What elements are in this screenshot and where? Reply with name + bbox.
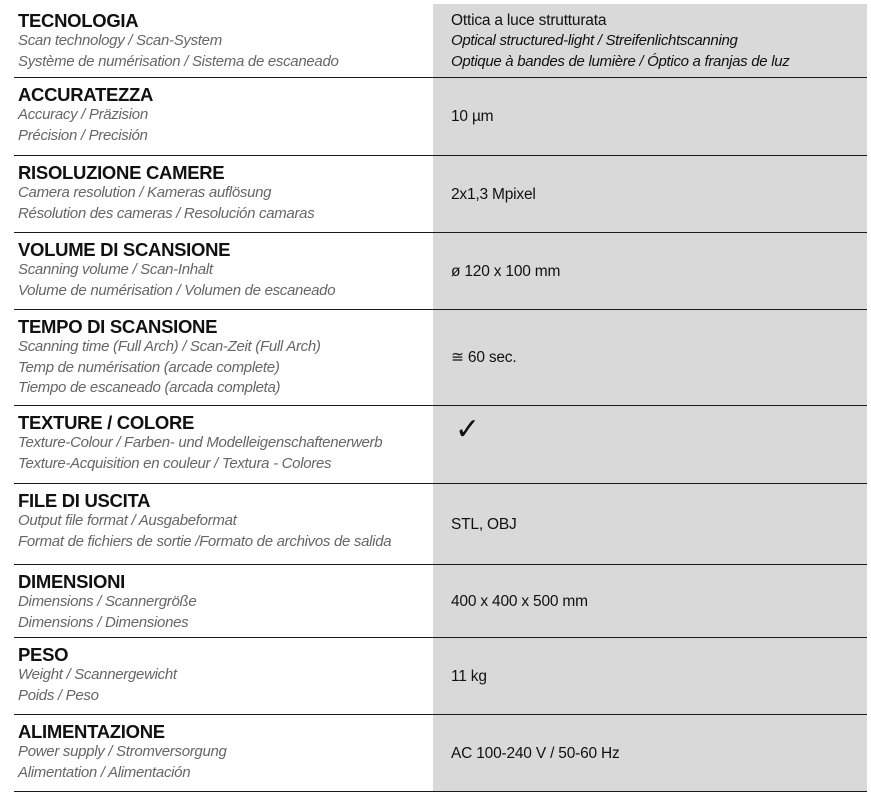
spec-value: 2x1,3 Mpixel [451, 185, 536, 203]
spec-value: 400 x 400 x 500 mm [451, 592, 588, 610]
spec-subtitle: Texture-Acquisition en couleur / Textura - Colores [18, 454, 332, 472]
spec-row-dimensions [14, 565, 867, 638]
spec-value-cell [433, 156, 867, 232]
spec-subtitle: Camera resolution / Kameras auflösung [18, 184, 272, 201]
spec-label-cell [14, 156, 433, 232]
spec-subtitle: Weight / Scannergewicht [18, 666, 177, 683]
spec-row-power-supply [14, 715, 867, 792]
spec-label-cell [14, 715, 433, 791]
spec-label-cell [14, 78, 433, 155]
spec-row-scanning-volume [14, 233, 867, 310]
spec-subtitle: Scanning time (Full Arch) / Scan-Zeit (Full Arch) [18, 338, 321, 355]
spec-value-cell [433, 233, 867, 309]
spec-subtitle: Dimensions / Scannergröße [18, 593, 197, 610]
spec-value-cell [433, 565, 867, 637]
spec-subtitle: Scan technology / Scan-System [18, 32, 222, 49]
spec-title: ACCURATEZZA [18, 84, 154, 105]
spec-subtitle: Tiempo de escaneado (arcada completa) [18, 379, 281, 396]
spec-value-cell [433, 406, 867, 483]
spec-value: 10 µm [451, 108, 494, 125]
spec-subtitle: Volume de numérisation / Volumen de escaneado [18, 281, 336, 299]
spec-title: DIMENSIONI [18, 571, 125, 592]
spec-subtitle: Précision / Precisión [18, 126, 148, 144]
spec-row-output-format [14, 484, 867, 565]
spec-row-texture-colour [14, 406, 867, 484]
spec-row-accuracy [14, 78, 867, 156]
spec-title: TECNOLOGIA [18, 10, 139, 31]
spec-subtitle: Alimentation / Alimentación [18, 763, 191, 781]
spec-row-technology [14, 4, 867, 78]
spec-title: FILE DI USCITA [18, 490, 151, 511]
spec-label-cell [14, 310, 433, 405]
spec-subtitle: Scanning volume / Scan-Inhalt [18, 261, 213, 278]
spec-value-cell [433, 78, 867, 155]
spec-label-cell [14, 565, 433, 637]
spec-value-subtitle: Optical structured-light / Streifenlichtscanning [451, 32, 738, 49]
spec-subtitle: Power supply / Stromversorgung [18, 743, 227, 760]
spec-title: TEMPO DI SCANSIONE [18, 316, 218, 337]
spec-title: RISOLUZIONE CAMERE [18, 162, 225, 183]
spec-label-cell [14, 638, 433, 714]
spec-subtitle: Système de numérisation / Sistema de escaneado [18, 52, 339, 70]
spec-label-cell [14, 406, 433, 483]
spec-row-scanning-time [14, 310, 867, 406]
spec-value-cell [433, 4, 867, 77]
spec-title: TEXTURE / COLORE [18, 412, 195, 433]
spec-subtitle: Poids / Peso [18, 686, 99, 704]
spec-label-cell [14, 233, 433, 309]
spec-subtitle: Format de fichiers de sortie /Formato de archivos de salida [18, 532, 392, 550]
spec-label-cell [14, 4, 433, 77]
checkmark-icon: ✓ [455, 412, 480, 446]
spec-value: ≅ 60 sec. [451, 349, 517, 366]
spec-subtitle: Output file format / Ausgabeformat [18, 512, 237, 529]
spec-title: ALIMENTAZIONE [18, 721, 165, 742]
spec-value-cell [433, 715, 867, 791]
spec-subtitle: Dimensions / Dimensiones [18, 613, 189, 631]
spec-subtitle: Temp de numérisation (arcade complete) [18, 358, 280, 376]
spec-value-cell [433, 638, 867, 714]
spec-subtitle: Texture-Colour / Farben- und Modelleigenschaftenerwerb [18, 434, 383, 451]
spec-value: 11 kg [451, 667, 487, 685]
spec-subtitle: Accuracy / Präzision [18, 106, 148, 123]
spec-row-weight [14, 638, 867, 715]
spec-value: Ottica a luce strutturata [451, 12, 607, 29]
spec-value: STL, OBJ [451, 515, 517, 533]
spec-value-cell [433, 484, 867, 564]
spec-title: PESO [18, 644, 69, 665]
spec-value-cell [433, 310, 867, 405]
spec-row-camera-resolution [14, 156, 867, 233]
spec-label-cell [14, 484, 433, 564]
spec-subtitle: Résolution des cameras / Resolución camaras [18, 204, 315, 222]
spec-value: ø 120 x 100 mm [451, 262, 561, 280]
spec-table [14, 4, 867, 792]
spec-value-subtitle: Optique à bandes de lumière / Óptico a franjas de luz [451, 52, 790, 70]
spec-value: AC 100-240 V / 50-60 Hz [451, 744, 620, 762]
spec-title: VOLUME DI SCANSIONE [18, 239, 231, 260]
